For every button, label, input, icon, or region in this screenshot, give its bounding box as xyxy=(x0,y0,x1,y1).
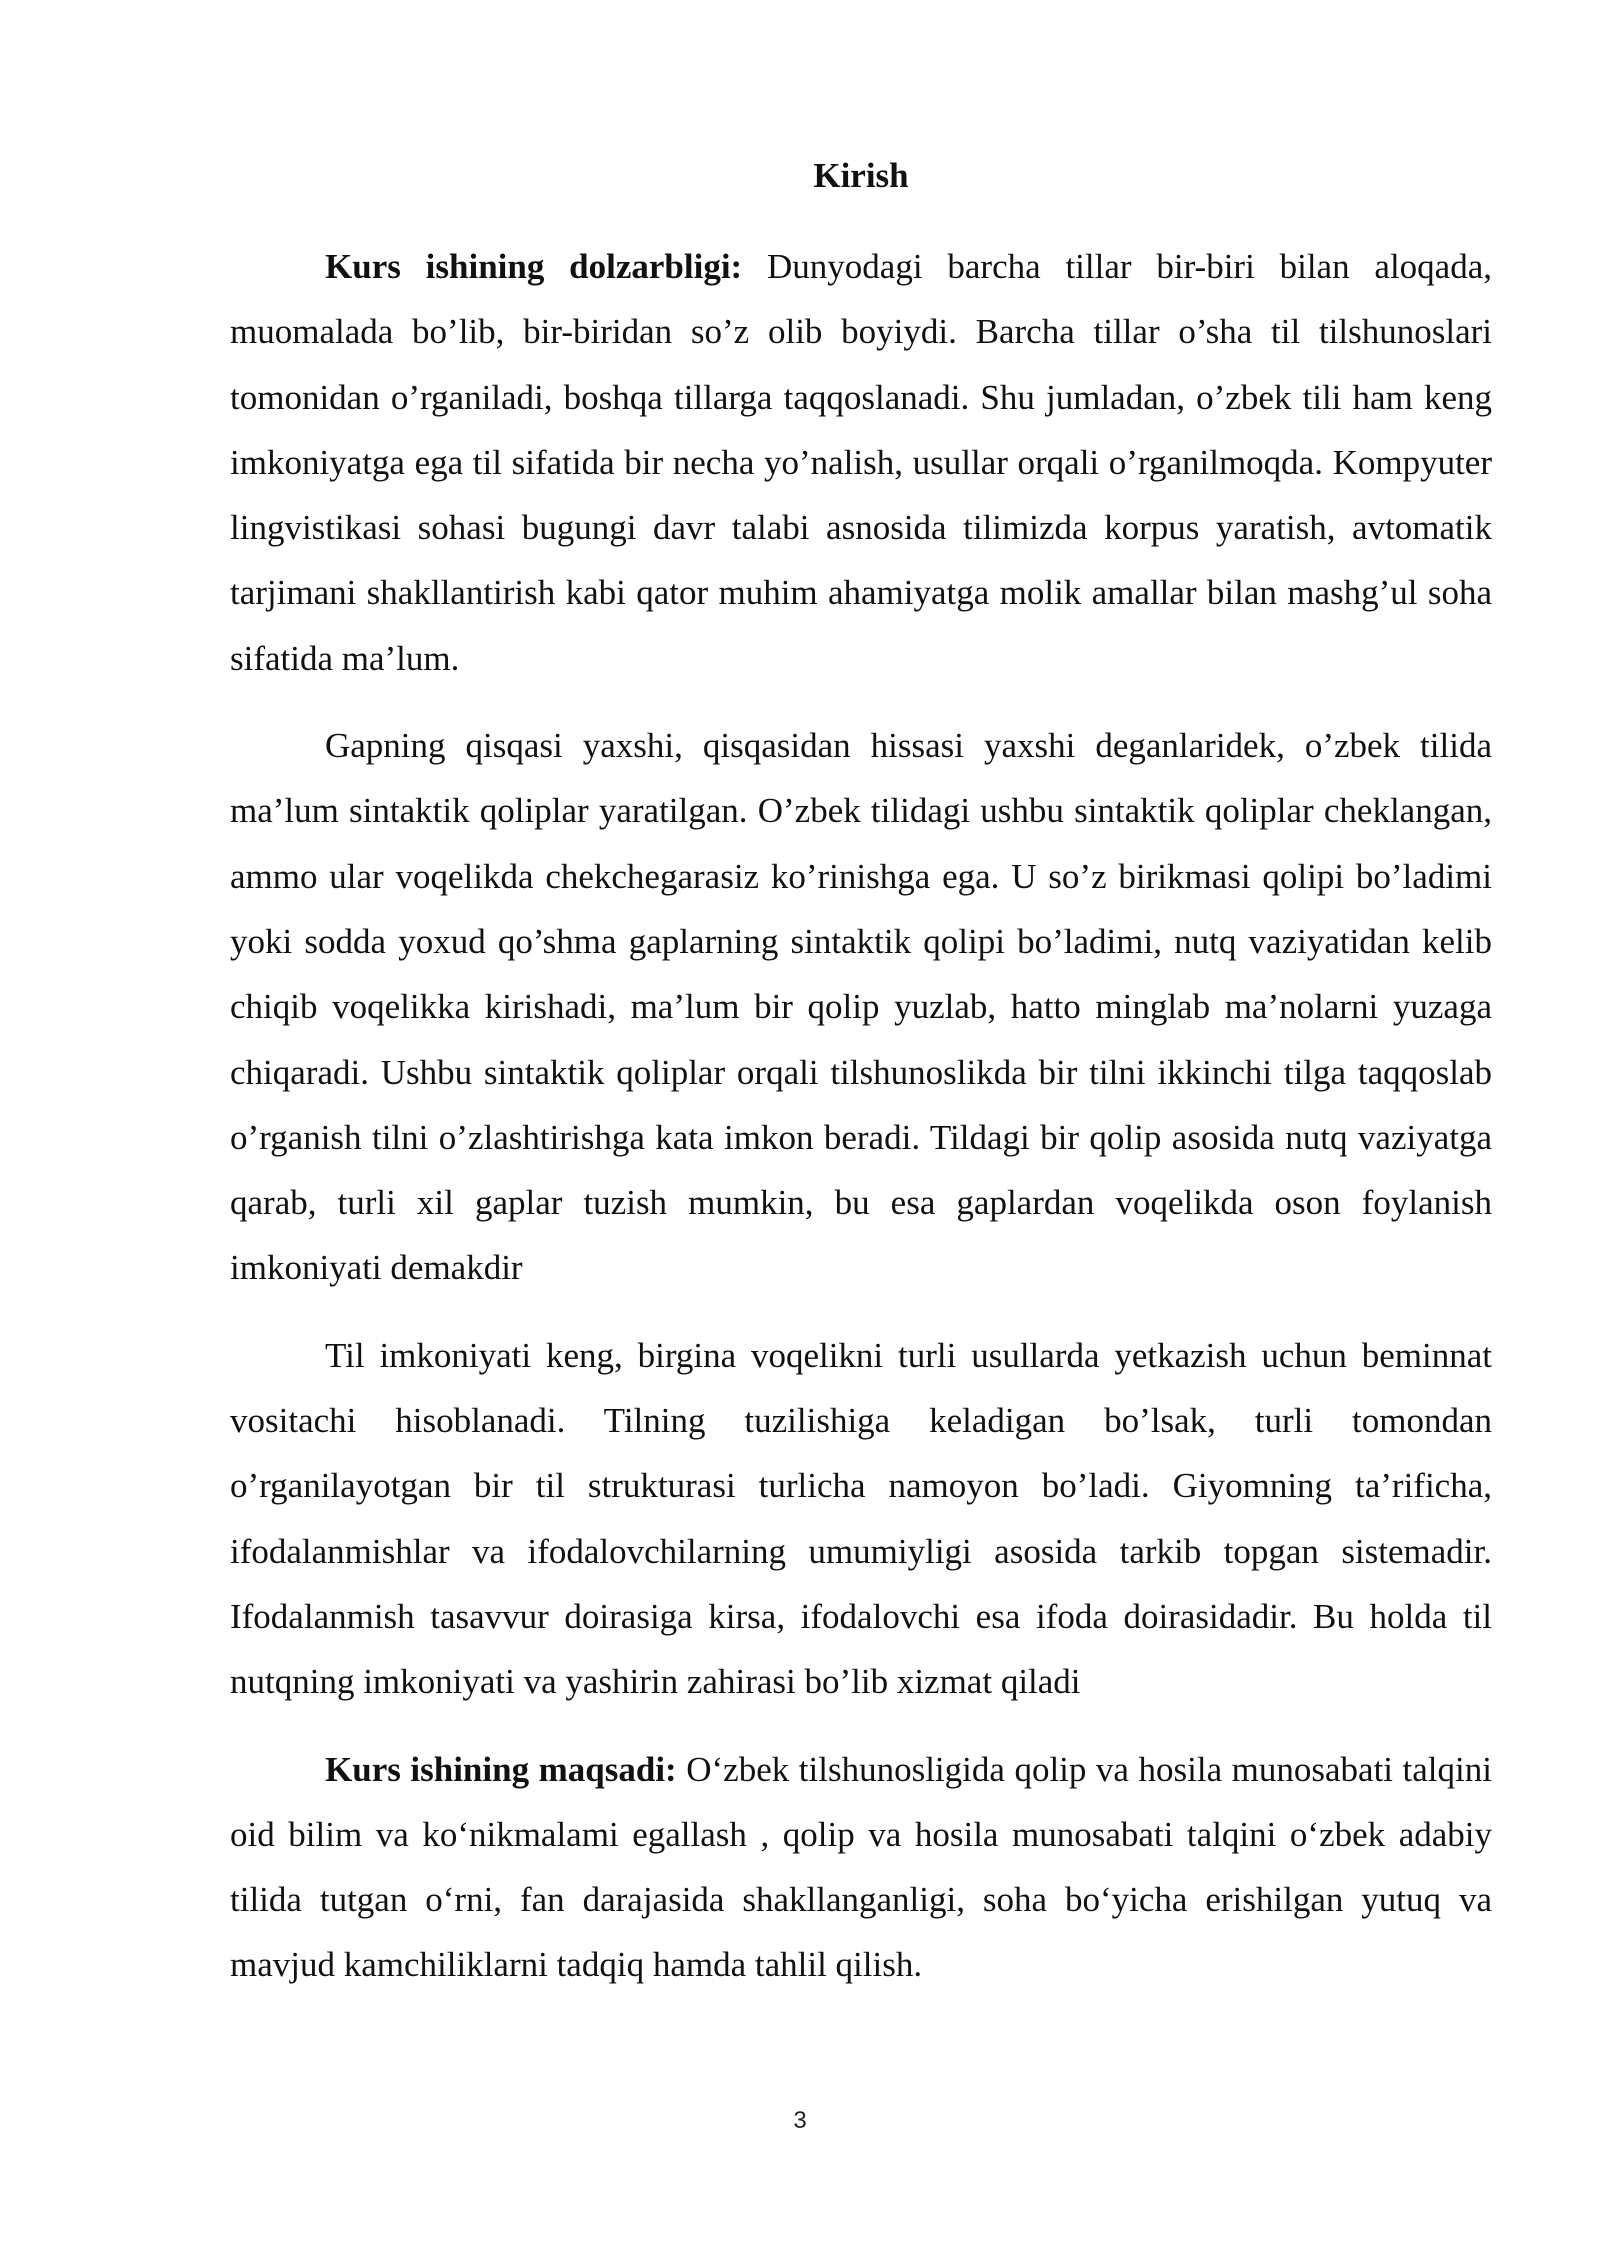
page-content xyxy=(230,150,1492,2020)
paragraph-text-syntactic-patterns: Gapning qisqasi yaxshi, qisqasidan hissasi yaxshi deganlaridek, o’zbek tilida ma’lum sintaktik qoliplar yaratilgan. O’zbek tilidagi ushbu sintaktik qoliplar cheklangan, ammo ular voqelikda chekchegarasiz ko’rinishga ega. U so’z birikmasi qolipi bo’ladimi yoki sodda yoxud qo’shma gaplarning sintaktik qolipi bo’ladimi, nutq vaziyatidan kelib chiqib voqelikka kirishadi, ma’lum bir qolip yuzlab, hatto minglab ma’nolarni yuzaga chiqaradi. Ushbu sintaktik qoliplar orqali tilshunoslikda bir tilni ikkinchi tilga taqqoslab o’rganish tilni o’zlashtirishga kata imkon beradi. Tildagi bir qolip asosida nutq vaziyatga qarab, turli xil gaplar tuzish mumkin, bu esa gaplardan voqelikda oson foylanish imkoniyati demakdir xyxy=(230,726,1492,1288)
page-number: 3 xyxy=(793,2107,807,2134)
paragraph-lead-relevance: Kurs ishining dolzarbligi: xyxy=(325,247,743,286)
paragraph-goal xyxy=(230,1737,1492,1998)
page-title: Kirish xyxy=(813,156,909,195)
paragraph-text-goal: O‘zbek tilshunosligida qolip va hosila munosabati talqini oid bilim va ko‘nikmalami egallash , qolip va hosila munosabati talqini o‘zbek adabiy tilida tutgan o‘rni, fan darajasida shakllanganligi, soha bo‘yicha erishilgan yutuq va mavjud kamchiliklarni tadqiq hamda tahlil qilish. xyxy=(230,1749,1492,1985)
paragraph-language-capability xyxy=(230,1323,1492,1715)
paragraph-relevance xyxy=(230,234,1492,691)
paragraph-syntactic-patterns xyxy=(230,713,1492,1301)
paragraph-text-language-capability: Til imkoniyati keng, birgina voqelikni turli usullarda yetkazish uchun beminnat vositachi hisoblanadi. Tilning tuzilishiga keladigan bo’lsak, turli tomondan o’rganilayotgan bir til strukturasi turlicha namoyon bo’ladi. Giyomning ta’rificha, ifodalanmishlar va ifodalovchilarning umumiyligi asosida tarkib topgan sistemadir. Ifodalanmish tasavvur doirasiga kirsa, ifodalovchi esa ifoda doirasidadir. Bu holda til nutqning imkoniyati va yashirin zahirasi bo’lib xizmat qiladi xyxy=(230,1335,1492,1702)
paragraph-lead-goal: Kurs ishining maqsadi: xyxy=(325,1749,677,1789)
paragraph-text-relevance: Dunyodagi barcha tillar bir-biri bilan aloqada, muomalada bo’lib, bir-biridan so’z olib boyiydi. Barcha tillar o’sha til tilshunoslari tomonidan o’rganiladi, boshqa tillarga taqqoslanadi. Shu jumladan, o’zbek tili ham keng imkoniyatga ega til sifatida bir necha yo’nalish, usullar orqali o’rganilmoqda. Kompyuter lingvistikasi sohasi bugungi davr talabi asnosida tilimizda korpus yaratish, avtomatik tarjimani shakllantirish kabi qator muhim ahamiyatga molik amallar bilan mashg’ul soha sifatida ma’lum. xyxy=(230,247,1492,678)
